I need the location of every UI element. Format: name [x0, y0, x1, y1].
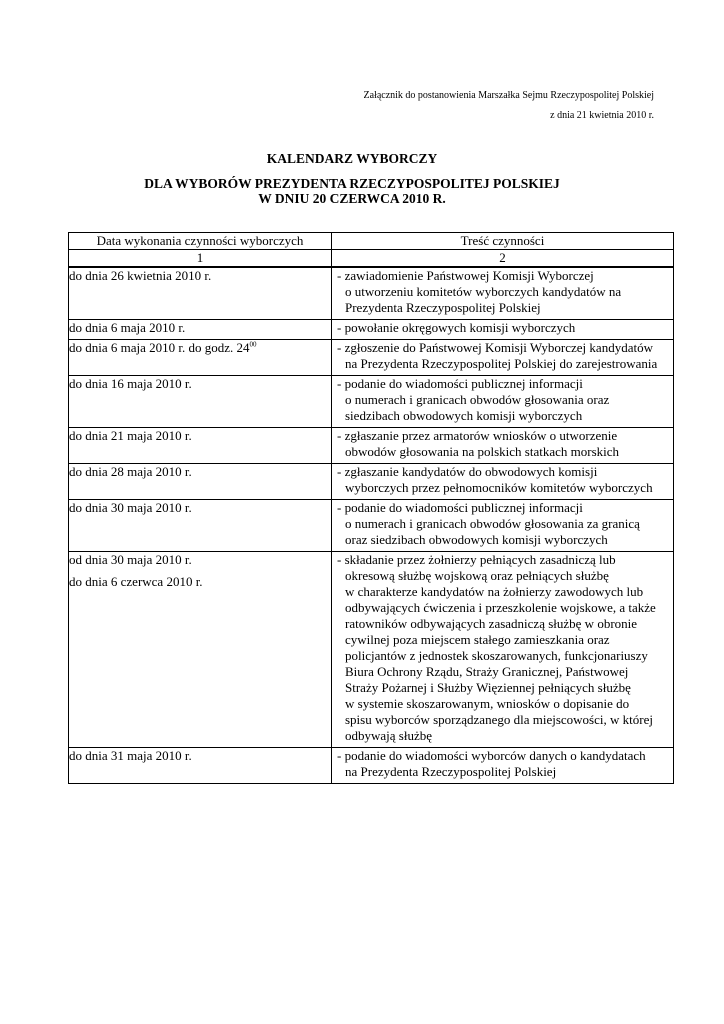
date-text: do dnia 6 maja 2010 r.	[69, 320, 186, 335]
document-subtitle: DLA WYBORÓW PREZYDENTA RZECZYPOSPOLITEJ POLSKIEJ	[144, 176, 560, 191]
content-line: spisu wyborców sporządzanego dla miejscowości, w której	[345, 712, 653, 727]
attachment-header: Załącznik do postanowienia Marszałka Sejmu Rzeczypospolitej Polskiej	[363, 90, 654, 101]
column-number-2: 2	[332, 250, 674, 268]
content-line: w charakterze kandydatów na żołnierzy zawodowych lub	[345, 584, 644, 599]
content-line: okresową służbę wojskową oraz pełniących służbę	[345, 568, 609, 583]
date-cell	[69, 340, 332, 376]
content-line: - zgłaszanie przez armatorów wniosków o utworzenie	[337, 428, 618, 443]
date-text: do dnia 30 maja 2010 r.	[69, 500, 192, 515]
content-cell	[332, 748, 674, 784]
content-line: o numerach i granicach obwodów głosowania oraz	[345, 392, 610, 407]
column-header-content: Treść czynności	[332, 233, 674, 250]
content-line: - podanie do wiadomości wyborców danych o kandydatach	[337, 748, 646, 763]
table-row	[69, 464, 674, 500]
content-line: - zgłaszanie kandydatów do obwodowych komisji	[337, 464, 598, 479]
document-title: KALENDARZ WYBORCZY	[266, 151, 438, 166]
date-text: od dnia 30 maja 2010 r.	[69, 552, 192, 567]
date-cell	[69, 464, 332, 500]
content-cell	[332, 320, 674, 340]
document-subtitle-date: W DNIU 20 CZERWCA 2010 R.	[258, 191, 446, 206]
date-text-end: do dnia 6 czerwca 2010 r.	[69, 574, 203, 589]
date-cell	[69, 748, 332, 784]
content-line: o utworzeniu komitetów wyborczych kandydatów na	[345, 284, 622, 299]
content-line: obwodów głosowania na polskich statkach morskich	[345, 444, 620, 459]
content-cell	[332, 552, 674, 748]
content-line: oraz siedzibach obwodowych komisji wyborczych	[345, 532, 608, 547]
table-row	[69, 320, 674, 340]
content-line: Straży Pożarnej i Służby Więziennej pełniących służbę	[345, 680, 631, 695]
content-cell	[332, 340, 674, 376]
content-cell	[332, 428, 674, 464]
table-row	[69, 552, 674, 748]
date-text: do dnia 6 maja 2010 r. do godz. $24^{00}$	[69, 340, 257, 355]
content-cell	[332, 267, 674, 320]
date-cell	[69, 500, 332, 552]
content-line: cywilnej poza miejscem stałego zamieszkania oraz	[345, 632, 610, 647]
column-header-date: Data wykonania czynności wyborczych	[69, 233, 332, 250]
content-line: na Prezydenta Rzeczypospolitej Polskiej do zarejestrowania	[345, 356, 658, 371]
content-line: - zgłoszenie do Państwowej Komisji Wyborczej kandydatów	[337, 340, 653, 355]
date-text: do dnia 16 maja 2010 r.	[69, 376, 192, 391]
table-row	[69, 267, 674, 320]
date-text: do dnia 28 maja 2010 r.	[69, 464, 192, 479]
content-line: - powołanie okręgowych komisji wyborczych	[337, 320, 576, 335]
content-line: o numerach i granicach obwodów głosowania za granicą	[345, 516, 640, 531]
table-row	[69, 428, 674, 464]
content-line: na Prezydenta Rzeczypospolitej Polskiej	[345, 764, 557, 779]
date-text: do dnia 31 maja 2010 r.	[69, 748, 192, 763]
content-cell	[332, 376, 674, 428]
content-line: odbywają służbę	[345, 728, 433, 743]
attachment-date: z dnia 21 kwietnia 2010 r.	[550, 110, 654, 121]
table-row	[69, 748, 674, 784]
content-line: - podanie do wiadomości publicznej informacji	[337, 500, 583, 515]
election-calendar-table	[68, 232, 674, 784]
content-line: - składanie przez żołnierzy pełniących zasadniczą lub	[337, 552, 616, 567]
content-line: odbywających ćwiczenia i przeszkolenie wojskowe, a także	[345, 600, 656, 615]
content-cell	[332, 464, 674, 500]
date-cell	[69, 376, 332, 428]
date-cell	[69, 428, 332, 464]
date-cell	[69, 267, 332, 320]
content-line: w systemie skoszarowanym, wniosków o dopisanie do	[345, 696, 630, 711]
date-cell	[69, 320, 332, 340]
content-line: - podanie do wiadomości publicznej informacji	[337, 376, 583, 391]
content-line: Biura Ochrony Rządu, Straży Granicznej, Państwowej	[345, 664, 629, 679]
date-text: do dnia 21 maja 2010 r.	[69, 428, 192, 443]
table-row	[69, 340, 674, 376]
hour-superscript: 00	[249, 340, 257, 349]
table-row	[69, 376, 674, 428]
content-line: - zawiadomienie Państwowej Komisji Wyborczej	[337, 268, 594, 283]
content-cell	[332, 500, 674, 552]
content-line: siedzibach obwodowych komisji wyborczych	[345, 408, 583, 423]
date-cell	[69, 552, 332, 748]
column-number-1: 1	[69, 250, 332, 268]
table-row	[69, 500, 674, 552]
content-line: ratowników odbywających zasadniczą służbę w obronie	[345, 616, 638, 631]
date-text: do dnia 26 kwietnia 2010 r.	[69, 268, 212, 283]
content-line: wyborczych przez pełnomocników komitetów wyborczych	[345, 480, 653, 495]
content-line: Prezydenta Rzeczypospolitej Polskiej	[345, 300, 541, 315]
content-line: policjantów z jednostek skoszarowanych, funkcjonariuszy	[345, 648, 648, 663]
